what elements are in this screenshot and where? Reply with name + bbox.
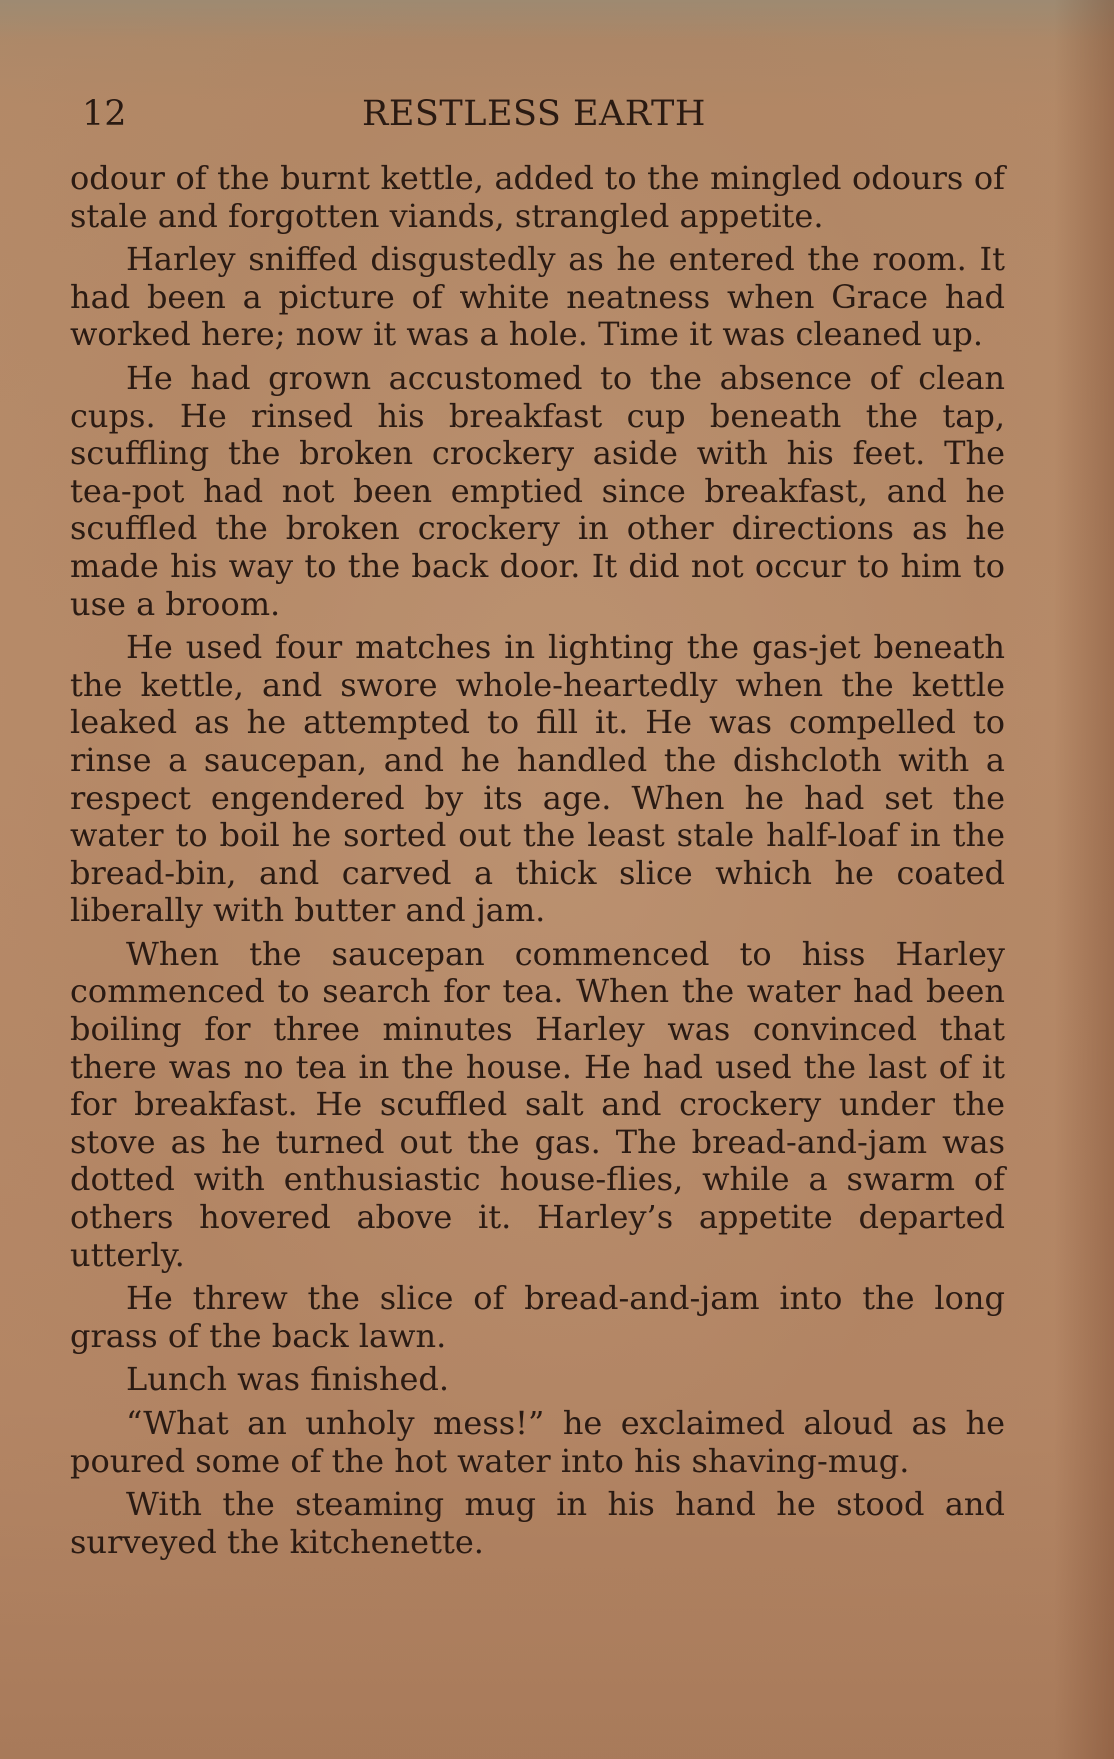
paragraph: Harley sniffed disgustedly as he entered the room. It had been a picture of white neatness when Grace had worked here; now it was a hole. Time it was cleaned up. [70,240,1005,354]
paragraph: With the steaming mug in his hand he stood and surveyed the kitchenette. [70,1485,1005,1561]
paragraph: “What an unholy mess!” he exclaimed aloud as he poured some of the hot water into his shaving-mug. [70,1404,1005,1480]
running-title: RESTLESS EARTH [362,94,706,134]
paragraph: Lunch was finished. [126,1360,450,1399]
paragraph: odour of the burnt kettle, added to the mingled odours of stale and forgotten viands, strangled appetite. [70,159,1005,235]
paragraph: When the saucepan commenced to hiss Harley commenced to search for tea. When the water had been boiling for three minutes Harley was convinced that there was no tea in the house. He had used the last of it for breakfast. He scuffled salt and crockery under the stove as he turned out the gas. The bread-and-jam was dotted with enthusiastic house-flies, while a swarm of others hovered above it. Harley’s appetite departed utterly. [70,934,1005,1274]
page-number: 12 [82,94,127,134]
paragraph: He used four matches in lighting the gas-jet beneath the kettle, and swore whole-heartedly when the kettle leaked as he attempted to fill it. He was compelled to rinse a saucepan, and he handled the dishcloth with a respect engendered by its age. When he had set the water to boil he sorted out the least stale half-loaf in the bread-bin, and carved a thick slice which he coated liberally with butter and jam. [70,628,1005,930]
page-header [82,94,1002,144]
body-text [70,160,1005,1567]
paragraph: He had grown accustomed to the absence of clean cups. He rinsed his breakfast cup beneath the tap, scuffling the broken crockery aside with his feet. The tea-pot had not been emptied since breakfast, and he scuffled the broken crockery in other directions as he made his way to the back door. It did not occur to him to use a broom. [70,358,1005,623]
paragraph: He threw the slice of bread-and-jam into the long grass of the back lawn. [70,1279,1005,1355]
